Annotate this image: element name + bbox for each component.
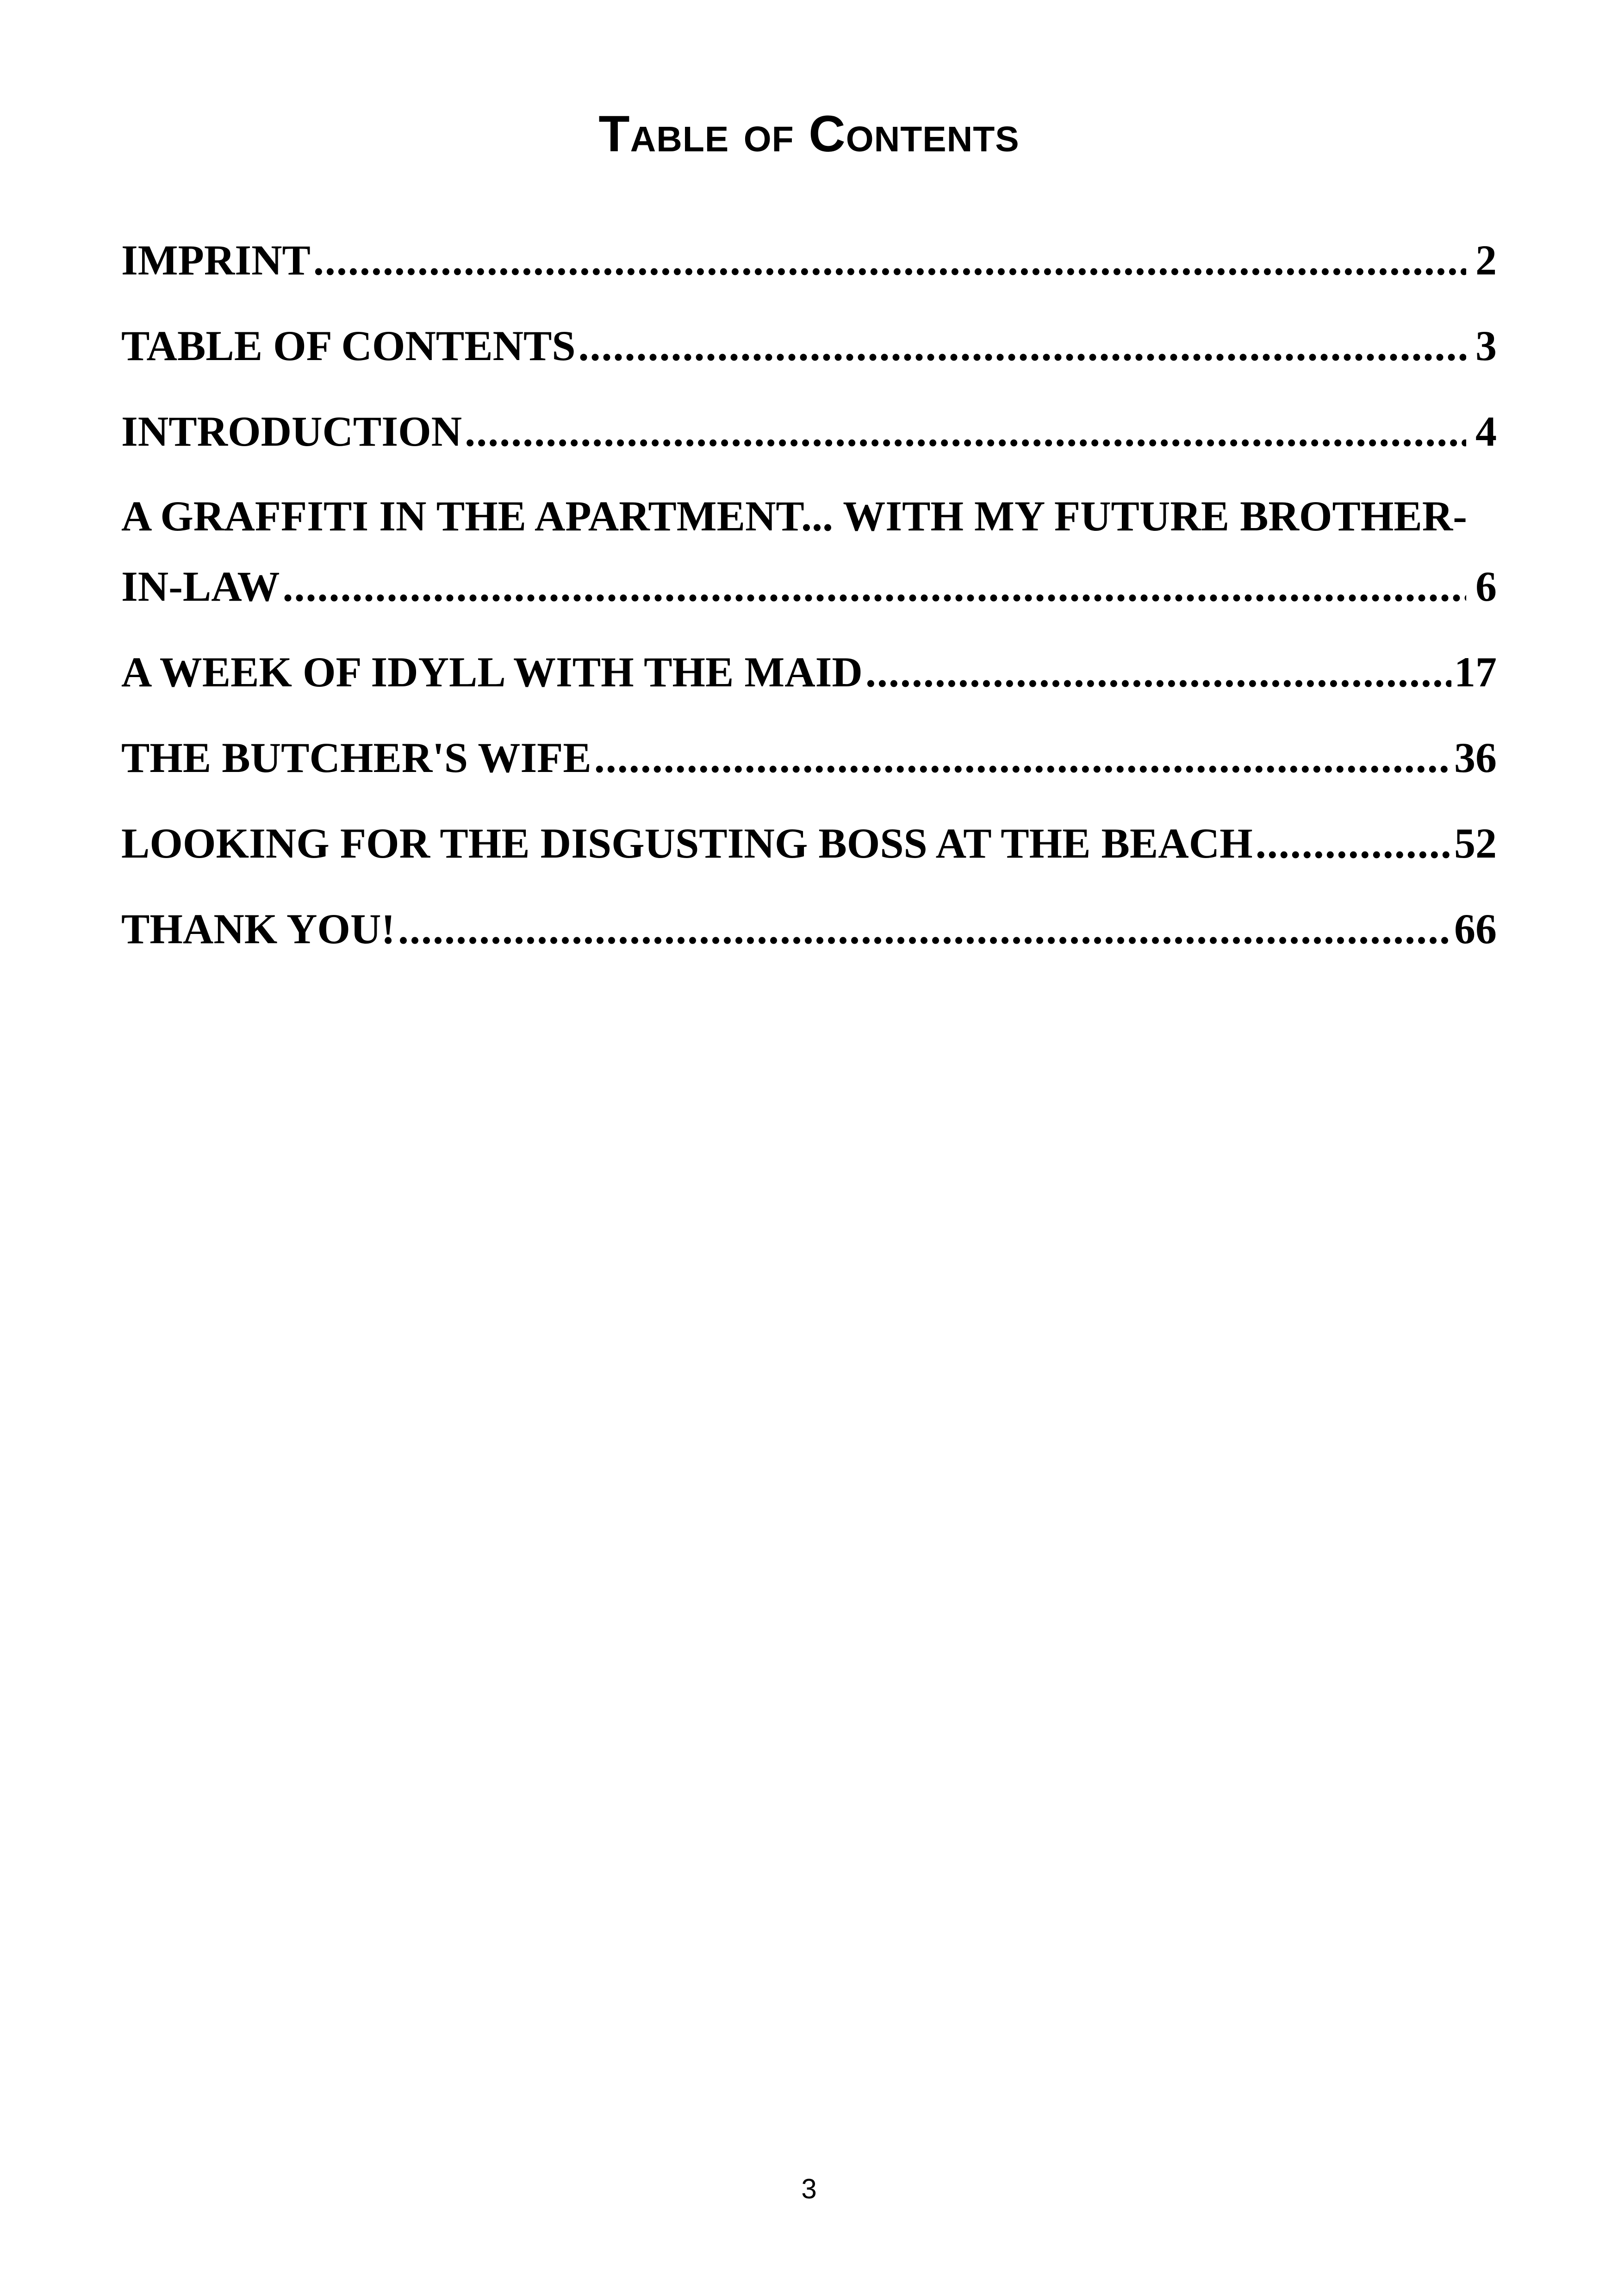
toc-entry-label: A WEEK OF IDYLL WITH THE MAID — [121, 648, 863, 696]
toc-leader-dots — [579, 310, 1466, 382]
toc-entry-page: 4 — [1475, 408, 1497, 455]
page-number: 3 — [801, 2173, 817, 2204]
toc-entry-week-of-idyll[interactable] — [121, 636, 1497, 708]
toc-entry-label-line2: IN-LAW — [121, 563, 280, 610]
toc-entry-table-of-contents[interactable] — [121, 310, 1497, 382]
toc-entry-label: INTRODUCTION — [121, 408, 462, 455]
toc-entry-page: 36 — [1454, 734, 1497, 781]
toc-entry-second-line — [121, 551, 1497, 622]
toc-entry-butchers-wife[interactable] — [121, 722, 1497, 794]
toc-entry-label: LOOKING FOR THE DISGUSTING BOSS AT THE BEACH — [121, 820, 1253, 867]
toc-entry-page: 2 — [1475, 236, 1497, 284]
toc-leader-dots — [865, 636, 1451, 708]
toc-entry-label: IMPRINT — [121, 236, 311, 284]
toc-entry-imprint[interactable] — [121, 224, 1497, 296]
toc-entry-page: 17 — [1454, 648, 1497, 696]
toc-entry-label-line1: A GRAFFITI IN THE APARTMENT... WITH MY FUTURE BROTHER- — [121, 492, 1467, 540]
toc-entry-page: 66 — [1454, 905, 1497, 952]
toc-entry-page: 6 — [1475, 563, 1497, 610]
toc-leader-dots — [313, 224, 1466, 296]
toc-leader-dots — [398, 893, 1451, 965]
toc-leader-dots — [465, 396, 1466, 467]
toc-entry-introduction[interactable] — [121, 396, 1497, 467]
toc-entry-page: 52 — [1454, 820, 1497, 867]
toc-entry-page: 3 — [1475, 322, 1497, 369]
toc-leader-dots — [594, 722, 1451, 794]
toc-leader-dots — [282, 551, 1466, 622]
toc-entry-disgusting-boss[interactable] — [121, 808, 1497, 879]
toc-entry-graffiti[interactable] — [121, 481, 1497, 622]
toc-leader-dots — [1256, 808, 1451, 879]
toc-entry-label: THE BUTCHER'S WIFE — [121, 734, 591, 781]
page-title: Table of Contents — [598, 106, 1020, 162]
toc-entry-label: TABLE OF CONTENTS — [121, 322, 576, 369]
table-of-contents — [121, 224, 1497, 979]
toc-entry-label: THANK YOU! — [121, 905, 396, 952]
toc-entry-thank-you[interactable] — [121, 893, 1497, 965]
